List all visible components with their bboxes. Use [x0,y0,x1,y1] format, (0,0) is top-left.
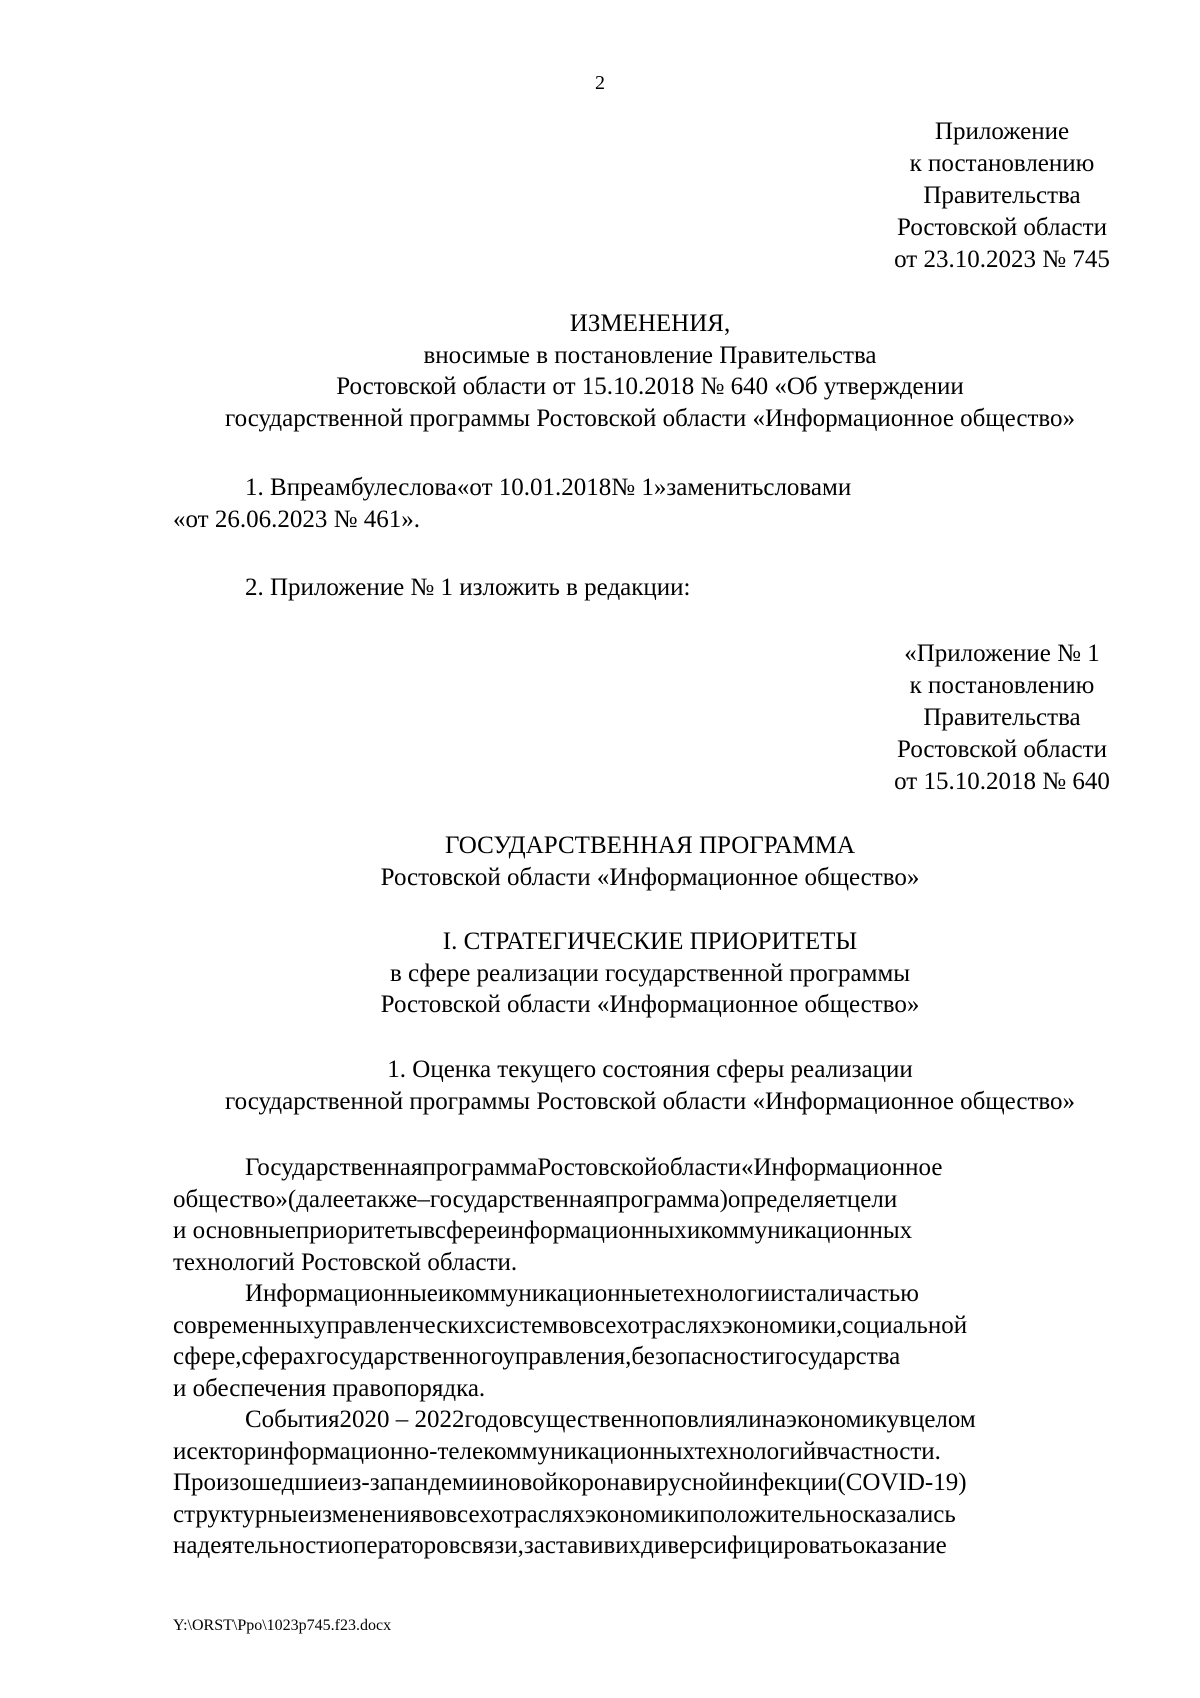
word: Информационные [245,1280,438,1307]
approval-line: Приложение [934,118,1070,145]
word: оказание [852,1532,947,1559]
word: и [686,1217,701,1244]
title-line: Ростовской области от 15.10.2018 № 640 «Об утверждении [336,373,964,400]
approval-line: к постановлению [909,150,1095,177]
approval-line: Ростовской области [897,736,1107,763]
word: информационно-телекоммуникационных [256,1437,695,1465]
word: их [615,1532,642,1559]
title-line: Ростовской области «Информационное общество» [380,991,920,1018]
word: также [354,1185,418,1213]
word: Государственная [245,1154,423,1181]
paragraph-line [173,1215,1141,1247]
subsection-heading [150,1054,1150,1117]
word: общество» [173,1185,288,1213]
approval-line: к постановлению [909,672,1095,699]
item-2-paragraph [173,572,1141,604]
word: управленческих [314,1311,485,1339]
title-line: ИЗМЕНЕНИЯ, [569,310,731,337]
title-line: государственной программы Ростовской области «Информационное общество» [224,1087,1076,1115]
word: 1. В [245,474,287,501]
paragraph-line [173,1467,1141,1499]
title-line: Ростовской области «Информационное общество» [380,863,920,891]
word: в [899,1406,911,1433]
paragraph-line [173,1404,1141,1436]
word: (COVID-19) [837,1469,967,1496]
word: сказались [852,1500,956,1528]
paragraph-line [173,1278,1141,1310]
word: инфекции [731,1469,838,1496]
word: экономики [585,1500,700,1528]
word: слова [398,474,457,501]
word: отраслях [490,1500,586,1528]
word: словами [763,474,852,501]
word: новой [494,1469,559,1496]
paragraph-line [173,1530,1141,1562]
word: операторов [340,1532,461,1559]
word: сектор [186,1437,257,1465]
title-line: 1. Оценка текущего состояния сферы реализации [387,1056,913,1083]
word: коронавирусной [558,1469,732,1496]
paragraph-line: «от 26.06.2023 № 461». [173,505,420,533]
title-line: в сфере реализации государственной программы [389,959,911,987]
word: безопасности [631,1343,775,1370]
word: (далее [287,1185,355,1213]
word: диверсифицировать [641,1532,853,1559]
paragraph-line [173,1436,1141,1468]
paragraph-line [173,1499,1141,1531]
approval-line: Правительства [923,704,1081,731]
word: коммуникационных [700,1217,913,1244]
title-line: государственной программы Ростовской области «Информационное общество» [224,404,1076,432]
word: на [761,1406,787,1433]
word: сфере, [173,1343,242,1370]
approval-line: от 23.10.2023 № 745 [894,246,1110,273]
paragraph-line [173,1184,1141,1216]
approval-line: Ростовской области [897,214,1107,241]
word: «Информационное [741,1154,943,1181]
paragraph-line [173,1341,1141,1373]
word: экономики, [721,1311,843,1339]
section-heading [150,926,1150,1021]
word: «от 10.01.2018 [456,474,612,501]
word: государственного [316,1343,503,1370]
programme-title [150,830,1150,893]
word: стали [783,1280,844,1307]
word: в [423,1217,435,1244]
word: из-за [338,1469,391,1496]
word: преамбуле [286,474,399,501]
word: технологий [694,1437,817,1465]
word: на [173,1532,198,1559]
paragraph-line [173,1310,1141,1342]
paragraph-line [173,472,1141,504]
word: заменить [666,474,764,501]
appendix-approval-block [842,638,1162,798]
word: связи, [460,1532,524,1559]
word: пандемии [390,1469,495,1496]
word: приоритеты [295,1217,424,1244]
word: и [437,1280,452,1307]
word: годов [464,1406,523,1433]
word: экономику [786,1406,900,1433]
word: технологий Ростовской области. [173,1248,518,1276]
word: частности. [827,1437,941,1465]
word: целом [910,1406,976,1433]
word: во [421,1500,446,1528]
word: События [245,1406,340,1433]
word: повлияли [661,1406,762,1433]
word: информационных [497,1217,687,1244]
word: современных [173,1311,315,1339]
word: сфере [434,1217,498,1244]
word: программа [422,1154,538,1181]
word: технологии [661,1280,784,1307]
word: программа) [604,1185,728,1213]
word: частью [843,1280,919,1307]
file-path-footer: Y:\ORST\Ppo\1023p745.f23.docx [173,1617,392,1634]
word: и обеспечения правопорядка. [173,1374,486,1402]
word: деятельности [197,1532,341,1559]
word: положительно [699,1500,853,1528]
word: цели [846,1185,898,1213]
approval-line: от 15.10.2018 № 640 [894,768,1110,795]
paragraph-line: 2. Приложение № 1 изложить в редакции: [245,574,691,601]
title-line: вносимые в постановление Правительства [423,341,877,369]
word: всех [445,1500,491,1528]
word: Ростовской [537,1154,658,1181]
word: во [558,1311,583,1339]
word: определяет [727,1185,847,1213]
approval-line: «Приложение № 1 [904,640,1100,667]
word: и [173,1437,187,1465]
word: 2020 – 2022 [339,1406,465,1433]
title-line: I. СТРАТЕГИЧЕСКИЕ ПРИОРИТЕТЫ [442,928,858,955]
word: отраслях [627,1311,722,1339]
body-text [173,1152,1141,1562]
approval-block [842,116,1162,276]
word: области [657,1154,741,1181]
page-number: 2 [595,72,605,94]
word: в [816,1437,828,1465]
word: и основные [173,1217,296,1244]
changes-title [150,308,1150,434]
word: государства [774,1343,901,1370]
word: № 1» [611,474,667,501]
word: структурные [173,1500,309,1528]
word: – [417,1185,430,1213]
word: сферах [241,1343,317,1370]
word: систем [484,1311,559,1339]
word: Произошедшие [173,1469,339,1496]
word: социальной [842,1311,968,1339]
word: управления, [502,1343,632,1370]
paragraph-line [173,1373,1141,1405]
word: изменения [308,1500,422,1528]
title-line: ГОСУДАРСТВЕННАЯ ПРОГРАММА [444,832,856,859]
word: существенно [522,1406,662,1433]
approval-line: Правительства [923,182,1081,209]
word: заставив [523,1532,616,1559]
paragraph-line [173,1152,1141,1184]
word: всех [582,1311,628,1339]
word: государственная [429,1185,605,1213]
word: коммуникационные [451,1280,662,1307]
paragraph-line [173,1247,1141,1279]
item-1-paragraph [173,472,1141,535]
